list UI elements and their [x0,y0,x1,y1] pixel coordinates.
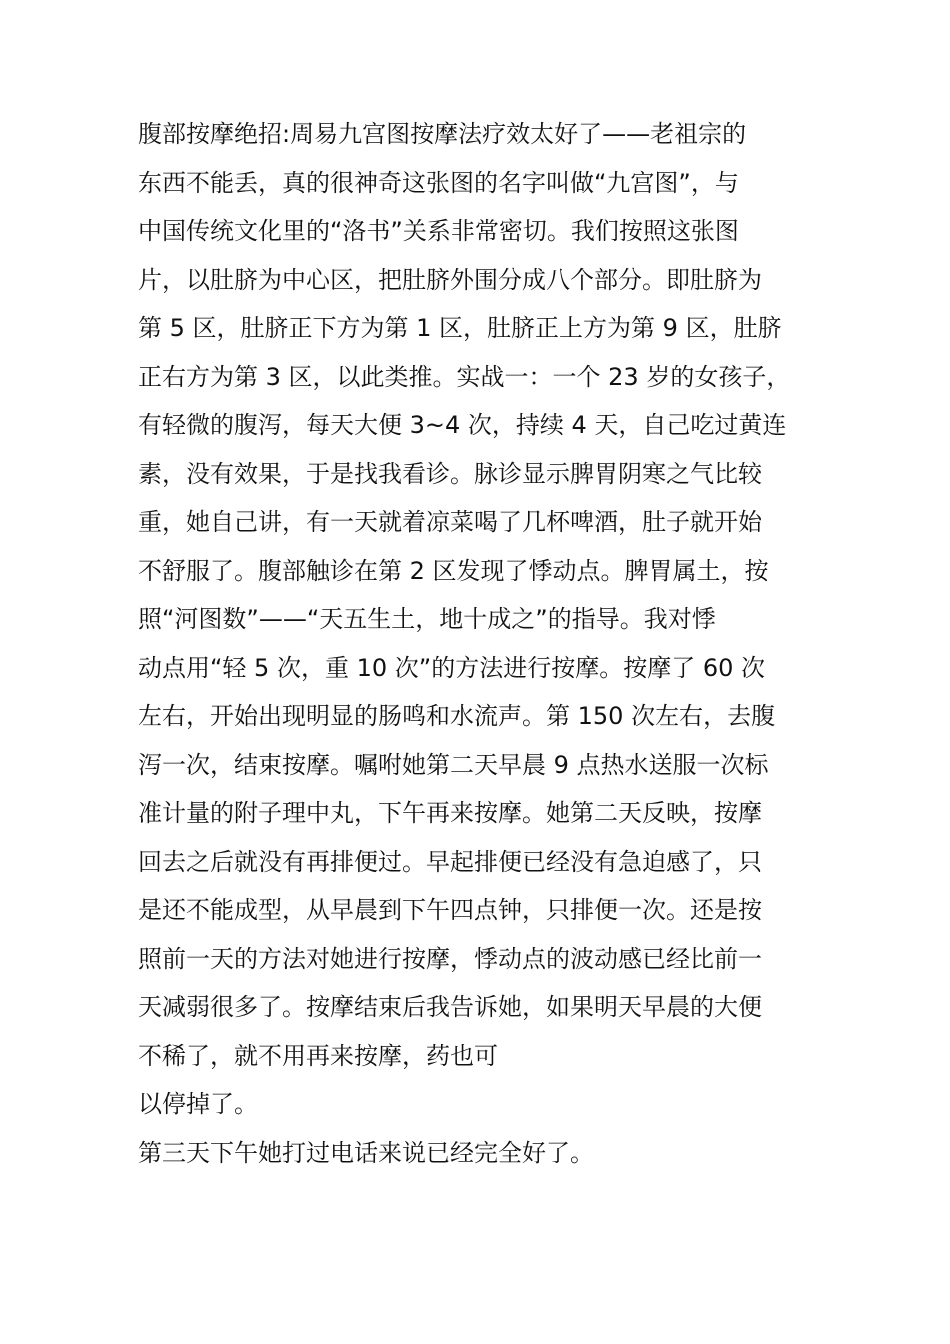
text-line: 重，她自己讲，有一天就着凉菜喝了几杯啤酒，肚子就开始 [138,508,762,536]
text-line: 不舒服了。腹部触诊在第 2 区发现了悸动点。脾胃属土，按 [138,556,769,585]
text-line: 以停掉了。 [138,1090,258,1118]
text-line: 中国传统文化里的“洛书”关系非常密切。我们按照这张图 [138,217,739,245]
article-body [138,110,810,1177]
text-line: 东西不能丢，真的很神奇这张图的名字叫做“九宫图”，与 [138,168,739,197]
text-line: 左右，开始出现明显的肠鸣和水流声。第 150 次左右，去腹 [138,702,776,730]
text-line: 不稀了，就不用再来按摩，药也可 [138,1041,498,1070]
text-line: 照前一天的方法对她进行按摩，悸动点的波动感已经比前一 [138,944,762,973]
text-line: 正右方为第 3 区，以此类推。实战一：一个 23 岁的女孩子， [138,362,791,391]
text-line: 是还不能成型，从早晨到下午四点钟，只排便一次。还是按 [138,896,762,924]
text-line: 第 5 区，肚脐正下方为第 1 区，肚脐正上方为第 9 区，肚脐 [138,314,782,342]
text-line: 回去之后就没有再排便过。早起排便已经没有急迫感了，只 [138,847,762,876]
text-line: 天减弱很多了。按摩结束后我告诉她，如果明天早晨的大便 [138,993,762,1021]
text-line: 照“河图数”——“天五生土，地十成之”的指导。我对悸 [138,605,716,633]
text-line: 腹部按摩绝招:周易九宫图按摩法疗效太好了——老祖宗的 [138,120,747,148]
text-line: 泻一次，结束按摩。嘱咐她第二天早晨 9 点热水送服一次标 [138,750,769,779]
text-line: 有轻微的腹泻，每天大便 3~4 次，持续 4 天，自己吃过黄连 [138,411,787,439]
text-line: 准计量的附子理中丸，下午再来按摩。她第二天反映，按摩 [138,799,762,827]
text-line: 素，没有效果，于是找我看诊。脉诊显示脾胃阴寒之气比较 [138,459,762,488]
text-line: 动点用“轻 5 次，重 10 次”的方法进行按摩。按摩了 60 次 [138,653,765,682]
text-line: 第三天下午她打过电话来说已经完全好了。 [138,1138,594,1167]
text-line: 片，以肚脐为中心区，把肚脐外围分成八个部分。即肚脐为 [138,265,762,294]
